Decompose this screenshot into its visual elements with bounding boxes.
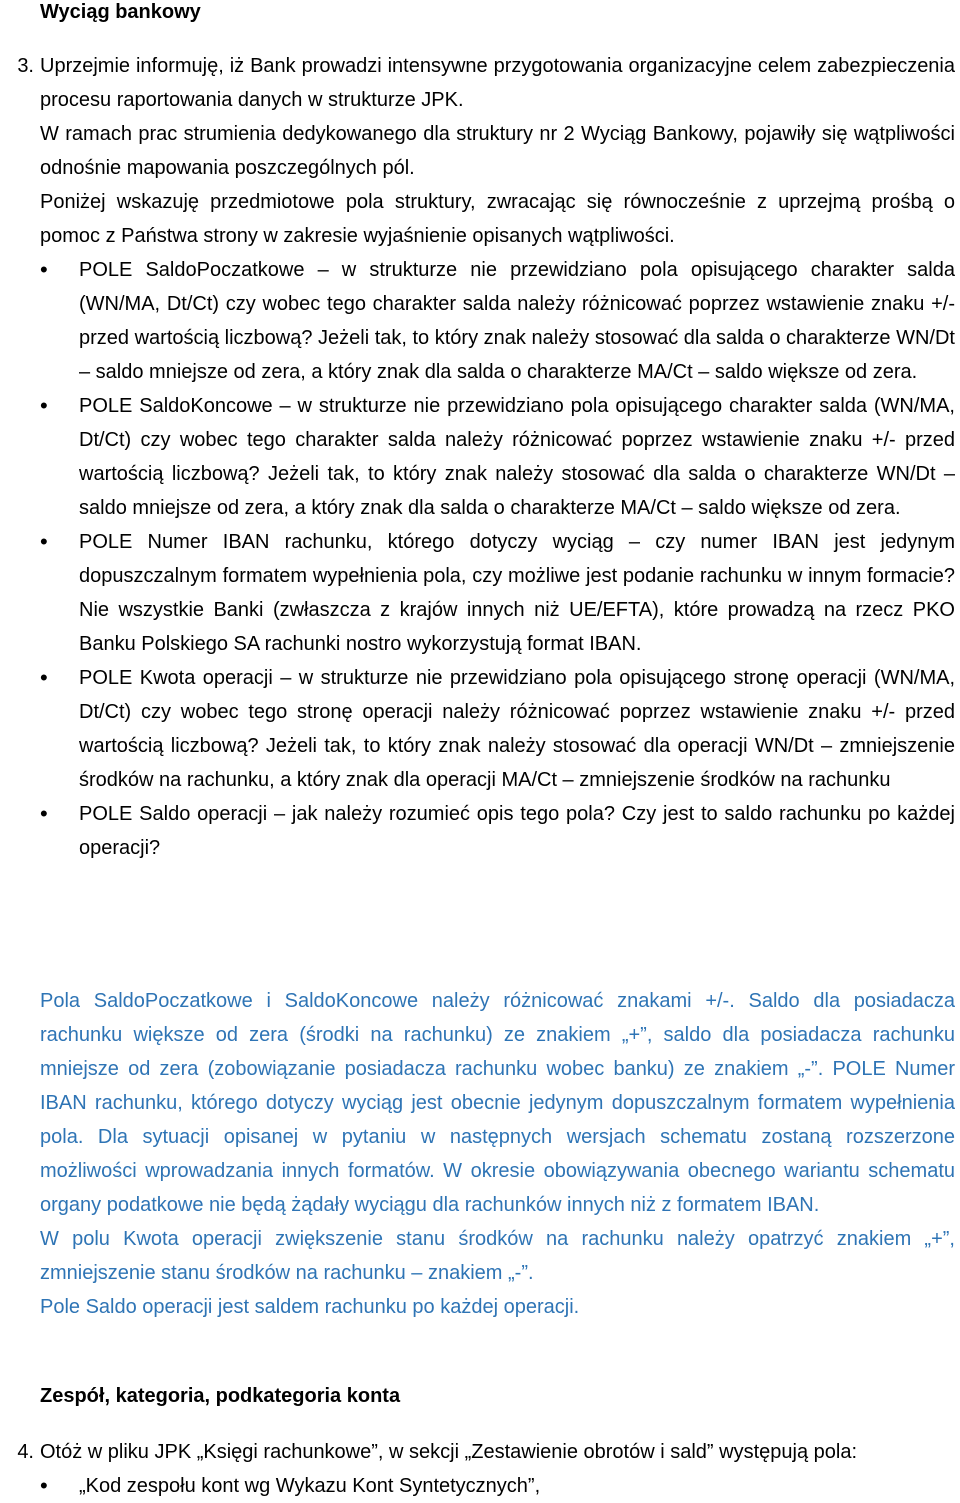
answer-block (40, 984, 955, 1324)
intro-paragraph-2: W ramach prac strumienia dedykowanego dla struktury nr 2 Wyciąg Bankowy, pojawiły się wątpliwości odnośnie mapowania poszczególnych pól. (40, 123, 955, 179)
question-intro (40, 49, 955, 253)
bullet-text: POLE Saldo operacji – jak należy rozumieć opis tego pola? Czy jest to saldo rachunku po każdej operacji? (79, 803, 955, 859)
bullet-text: „Kod zespołu kont wg Wykazu Kont Syntetycznych”, (79, 1475, 541, 1497)
bullet-icon: • (40, 393, 48, 418)
answer-paragraph-3: Pole Saldo operacji jest saldem rachunku po każdej operacji. (40, 1296, 580, 1318)
field-question-list (0, 253, 960, 865)
item-number-3: 3. (17, 55, 34, 77)
section-heading-zespol: Zespół, kategoria, podkategoria konta (40, 1385, 401, 1407)
section-heading-wyciag-bankowy: Wyciąg bankowy (40, 1, 201, 23)
list-item (0, 389, 955, 525)
bullet-text: POLE SaldoKoncowe – w strukturze nie przewidziano pola opisującego charakter salda (WN/MA, Dt/Ct) czy wobec tego charakter salda należy różnicować poprzez wstawienie znaku +/- przed wartością liczbową? Jeżeli tak, to który znak należy stosować dla salda o charakterze WN/Dt – saldo mniejsze od zera, a który znak dla salda o charakterze MA/Ct – saldo większe od zera. (79, 395, 955, 519)
bullet-icon: • (40, 529, 48, 554)
list-item (0, 661, 955, 797)
answer-paragraph-2: W polu Kwota operacji zwiększenie stanu środków na rachunku należy opatrzyć znakiem „+”, zmniejszenie stanu środków na rachunku – znakiem „-”. (40, 1228, 955, 1284)
list-item (0, 253, 955, 389)
intro-paragraph-3: Poniżej wskazuję przedmiotowe pola struktury, zwracając się równocześnie z uprzejmą prośbą o pomoc z Państwa strony w zakresie wyjaśnienie opisanych wątpliwości. (40, 191, 955, 247)
question-4-intro: Otóż w pliku JPK „Księgi rachunkowe”, w sekcji „Zestawienie obrotów i sald” występują pola: (40, 1441, 858, 1463)
item-number-4: 4. (17, 1441, 34, 1463)
list-item (0, 525, 955, 661)
bullet-icon: • (40, 801, 48, 826)
bullet-icon: • (40, 665, 48, 690)
bullet-icon: • (40, 1473, 48, 1498)
bullet-text: POLE Kwota operacji – w strukturze nie przewidziano pola opisującego stronę operacji (WN/MA, Dt/Ct) czy wobec tego stronę operacji należy różnicować poprzez wstawienie znaku +/- przed wartością liczbową? Jeżeli tak, to który znak należy stosować dla operacji WN/Dt – zmniejszenie środków na rachunku, a który znak dla operacji MA/Ct – zmniejszenie środków na rachunku (79, 667, 955, 791)
bullet-text: POLE Numer IBAN rachunku, którego dotyczy wyciąg – czy numer IBAN jest jedynym dopuszczalnym formatem wypełnienia pola, czy możliwe jest podanie rachunku w innym formacie? Nie wszystkie Banki (zwłaszcza z krajów innych niż UE/EFTA), które prowadzą na rzecz PKO Banku Polskiego SA rachunki nostro wykorzystują format IBAN. (79, 531, 955, 655)
bullet-text: POLE SaldoPoczatkowe – w strukturze nie przewidziano pola opisującego charakter salda (WN/MA, Dt/Ct) czy wobec tego charakter salda należy różnicować poprzez wstawienie znaku +/- przed wartością liczbową? Jeżeli tak, to który znak należy stosować dla salda o charakterze WN/Dt – saldo mniejsze od zera, a który znak dla salda o charakterze MA/Ct – saldo większe od zera. (79, 259, 955, 383)
bullet-icon: • (40, 257, 48, 282)
intro-paragraph-1: Uprzejmie informuję, iż Bank prowadzi intensywne przygotowania organizacyjne celem zabezpieczenia procesu raportowania danych w strukturze JPK. (40, 55, 955, 111)
answer-paragraph-1: Pola SaldoPoczatkowe i SaldoKoncowe należy różnicować znakami +/-. Saldo dla posiadacza rachunku większe od zera (środki na rachunku) ze znakiem „+”, saldo dla posiadacza rachunku mniejsze od zera (zobowiązanie posiadacza rachunku wobec banku) ze znakiem „-”. POLE Numer IBAN rachunku, którego dotyczy wyciąg jest obecnie jedynym dopuszczalnym formatem wypełnienia pola. Dla sytuacji opisanej w pytaniu w następnych wersjach schematu zostaną rozszerzone możliwości wprowadzania innych formatów. W okresie obowiązywania obecnego wariantu schematu organy podatkowe nie będą żądały wyciągu dla rachunków innych niż z formatem IBAN. (40, 990, 955, 1216)
list-item (0, 797, 955, 865)
